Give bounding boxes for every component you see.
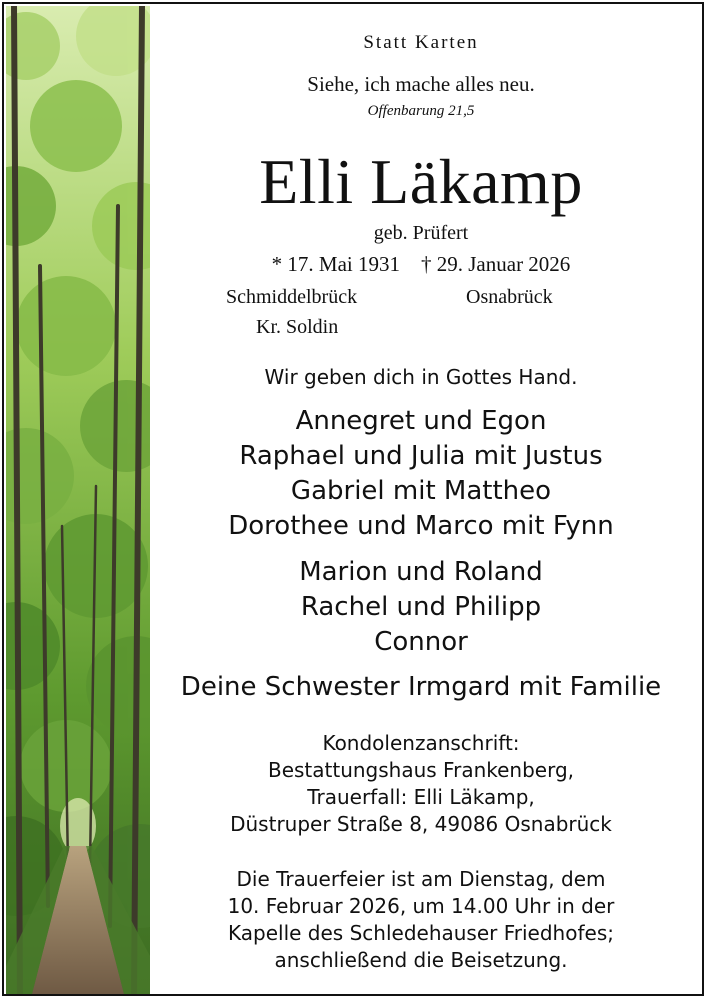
- mourner-line: Raphael und Julia mit Justus: [239, 441, 603, 471]
- mourner-line: Gabriel mit Mattheo: [290, 476, 552, 506]
- life-dates: [150, 252, 692, 277]
- mourner-line: Rachel und Philipp: [300, 592, 542, 622]
- funeral-info-line: anschließend die Beisetzung.: [274, 948, 568, 972]
- mourner-line: Annegret und Egon: [295, 406, 547, 436]
- death-date: † 29. Januar 2026: [421, 252, 571, 276]
- condolence-line: Düstruper Straße 8, 49086 Osnabrück: [230, 812, 612, 836]
- funeral-info-line: Kapelle des Schledehauser Friedhofes;: [228, 921, 614, 945]
- mourner-line: Connor: [374, 627, 468, 657]
- mourner-line: Marion und Roland: [299, 557, 543, 587]
- obituary-text: [150, 0, 692, 1000]
- condolence-line: Bestattungshaus Frankenberg,: [267, 758, 575, 782]
- bible-verse-reference: Offenbarung 21,5: [367, 103, 475, 119]
- mourner-line: Dorothee und Marco mit Fynn: [228, 511, 614, 541]
- birth-place-district: Kr. Soldin: [256, 316, 339, 338]
- kicker-text: Statt Karten: [363, 32, 479, 53]
- funeral-info-line: 10. Februar 2026, um 14.00 Uhr in der: [227, 894, 615, 918]
- birth-place: Schmiddelbrück: [226, 286, 358, 308]
- death-place: Osnabrück: [466, 286, 553, 308]
- forest-path-photo: [6, 6, 150, 994]
- birth-date: * 17. Mai 1931: [271, 252, 400, 276]
- birth-name: geb. Prüfert: [373, 222, 469, 244]
- condolence-line: Trauerfall: Elli Läkamp,: [307, 785, 535, 809]
- funeral-info-line: Die Trauerfeier ist am Dienstag, dem: [236, 867, 606, 891]
- mourner-line-sister: Deine Schwester Irmgard mit Familie: [180, 672, 662, 702]
- bible-verse: Siehe, ich mache alles neu.: [307, 72, 535, 96]
- deceased-name: Elli Läkamp: [259, 146, 583, 217]
- condolence-heading: Kondolenzanschrift:: [322, 731, 520, 755]
- farewell-motto: Wir geben dich in Gottes Hand.: [264, 365, 578, 389]
